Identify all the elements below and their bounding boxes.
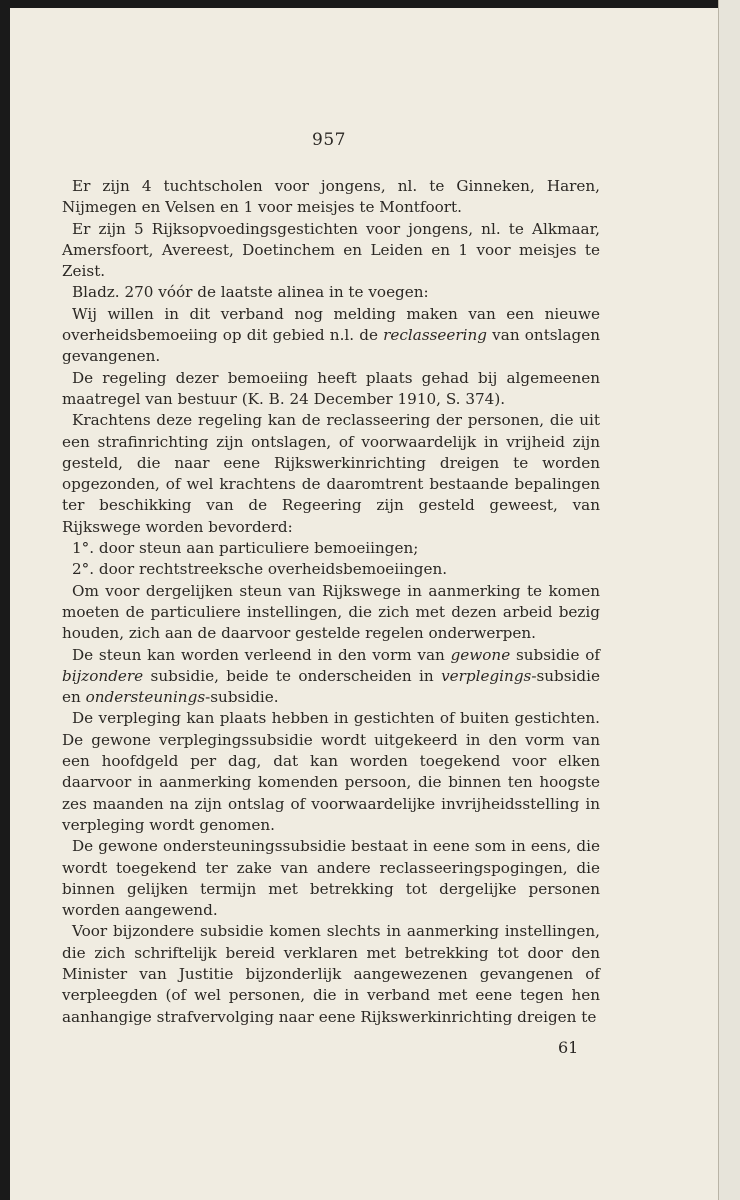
text-run: Krachtens deze regeling kan de reclasseering der personen, die uit een strafinrichting zijn ontslagen, of voorwaardelijk in vrijheid zijn gesteld, die naar eene Rijkswerkinrichting dreigen te worden opgezonden, of wel krachtens de daaromtrent bestaande bepalingen ter beschikking van de Regeering zijn gesteld geweest, van Rijkswege worden bevorderd:	[62, 411, 600, 536]
text-run: De regeling dezer bemoeiing heeft plaats gehad bij algemeenen maatregel van bestuur (K. B. 24 December 1910, S. 374).	[62, 368, 600, 408]
paragraph	[62, 410, 600, 538]
page-number: 957	[312, 130, 346, 150]
italic-term: bijzondere	[62, 666, 144, 685]
text-run: De steun kan worden verleend in den vorm van	[72, 645, 451, 664]
paragraph	[62, 708, 600, 836]
text-run: 1°. door steun aan particuliere bemoeiingen;	[72, 539, 419, 558]
text-run: 2°. door rechtstreeksche overheidsbemoeiingen.	[72, 560, 448, 579]
italic-term: ondersteunings	[85, 688, 206, 707]
paragraph	[62, 282, 600, 303]
paragraph	[62, 538, 600, 559]
text-run: Wij willen in dit verband nog melding maken van een nieuwe overheidsbemoeiing op dit gebied n.l. de	[62, 304, 600, 345]
paragraph	[62, 304, 600, 368]
paragraph	[62, 836, 600, 921]
text-run: De gewone ondersteuningssubsidie bestaat in eene som in eens, die wordt toegekend ter zake van andere reclasseeringspogingen, die binnen gelijken termijn met betrekking tot dergelijke personen worden aangewend.	[62, 837, 600, 920]
text-run: Er zijn 5 Rijksopvoedingsgestichten voor jongens, nl. te Alkmaar, Amersfoort, Avereest, Doetinchem en Leiden en 1 voor meisjes te Zeist.	[62, 219, 600, 281]
text-run: -subsidie en	[62, 666, 600, 707]
paragraph	[62, 581, 600, 645]
signature-mark: 61	[558, 1038, 579, 1057]
italic-term: reclasseering	[383, 326, 488, 345]
text-run: Om voor dergelijken steun van Rijkswege in aanmerking te komen moeten de particuliere instellingen, die zich met dezen arbeid bezig houden, zich aan de daarvoor gestelde regelen onderwerpen.	[62, 581, 600, 643]
text-run: subsidie of	[510, 645, 601, 664]
document-page	[10, 8, 718, 1200]
paragraph	[62, 368, 600, 411]
paragraph	[62, 176, 600, 219]
italic-term: gewone	[450, 645, 511, 664]
paragraph	[62, 645, 600, 709]
text-run: Er zijn 4 tuchtscholen voor jongens, nl. te Ginneken, Haren, Nijmegen en Velsen en 1 voor meisjes te Montfoort.	[62, 177, 600, 217]
text-run: De verpleging kan plaats hebben in gestichten of buiten gestichten. De gewone verplegingssubsidie wordt uitgekeerd in den vorm van een hoofdgeld per dag, dat kan worden toegekend voor elken daarvoor in aanmerking komenden persoon, die binnen ten hoogste zes maanden na zijn ontslag of voorwaardelijke invrijheidsstelling in verpleging wordt genomen.	[62, 709, 600, 834]
paragraph	[62, 559, 600, 580]
text-run: Bladz. 270 vóór de laatste alinea in te voegen:	[72, 283, 429, 302]
text-run: subsidie, beide te onderscheiden in	[143, 666, 442, 685]
paragraph	[62, 219, 600, 283]
body-text	[62, 176, 600, 1028]
paragraph	[62, 921, 600, 1027]
text-run: van ontslagen gevangenen.	[62, 326, 600, 366]
text-run: -subsidie.	[205, 688, 279, 707]
italic-term: verplegings	[441, 666, 532, 685]
text-run: Voor bijzondere subsidie komen slechts in aanmerking instellingen, die zich schriftelijk bereid verklaren met betrekking tot door den Minister van Justitie bijzonderlijk aangewezenen gevangenen of verpleegden (of wel personen, die in verband met eene tegen hen aanhangige strafvervolging naar eene Rijkswerkinrichting dreigen te	[62, 922, 600, 1026]
page-edge	[718, 0, 740, 1200]
